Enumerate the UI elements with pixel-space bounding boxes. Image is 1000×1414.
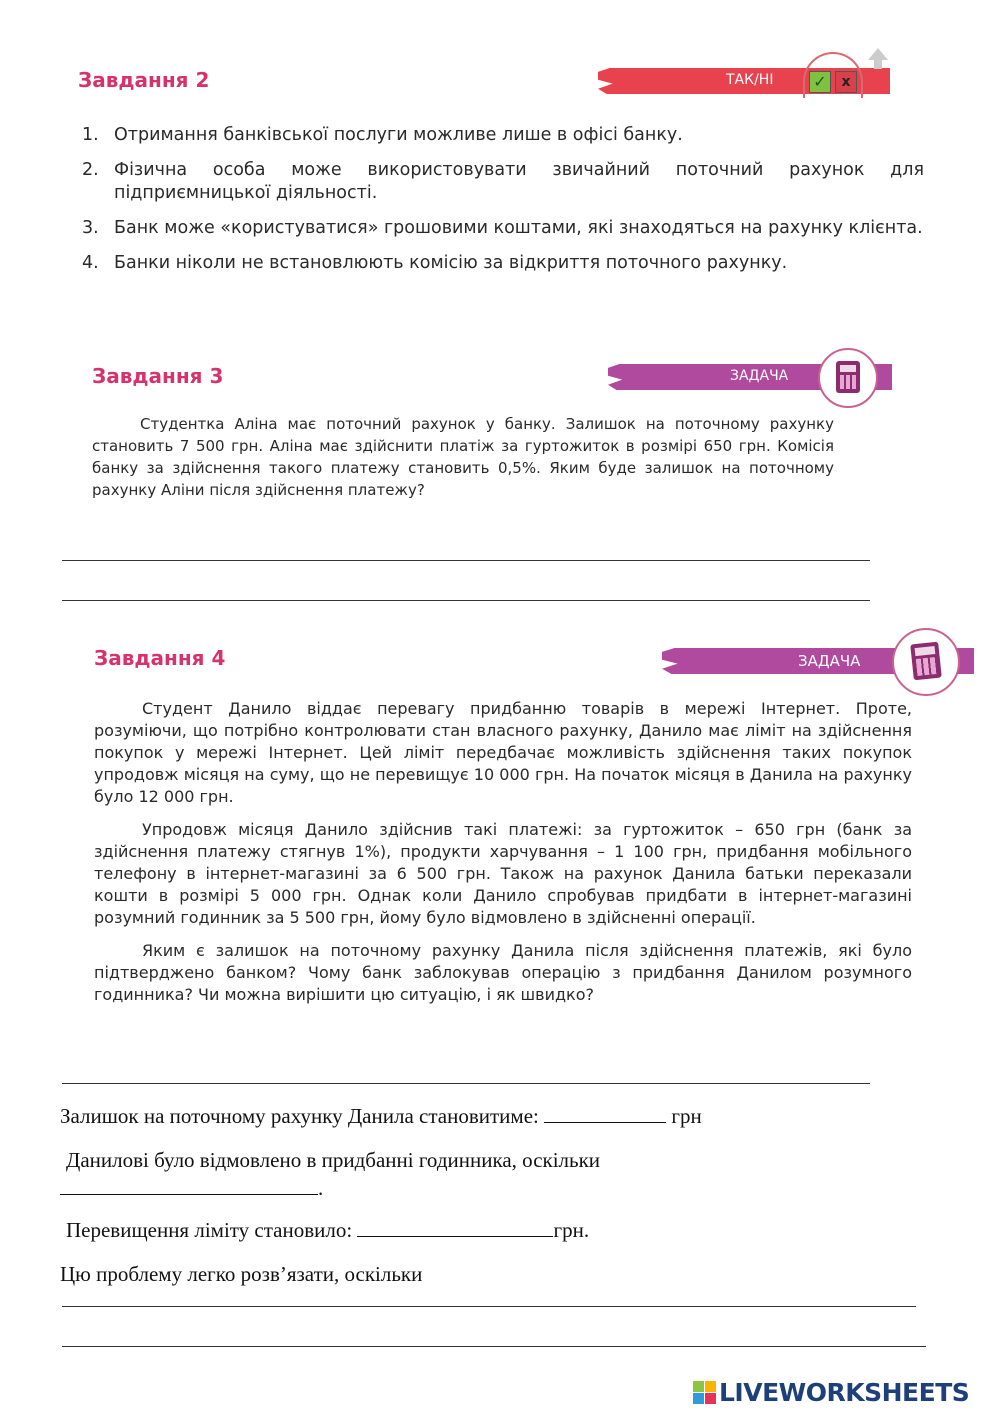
calculator-badge [892,628,960,696]
yes-no-label: ТАК/НІ [726,72,774,88]
check-icon: ✓ [809,71,831,93]
refusal-answer: . [60,1176,323,1201]
task2-title: Завдання 2 [78,68,210,92]
statement-item[interactable]: 2. Фізична особа може використовувати звичайний поточний рахунок для підприємницької діяльності. [82,160,924,203]
refusal-answer-label: Данилові було відмовлено в придбанні годинника, оскільки [66,1148,601,1172]
balance-answer: Залишок на поточному рахунку Данила становитиме: грн [60,1104,702,1128]
task-label: ЗАДАЧА [730,368,789,384]
task4-paragraph: Яким є залишок на поточному рахунку Данила після здійснення платежів, які було підтверджено банком? Чому банк заблокував операцію з придбання Данилом розумного годинника? Чи можна вирішити цю ситуацію, і як швидко? [94,941,912,1004]
task4-title: Завдання 4 [94,646,226,670]
task4-text [94,698,912,1006]
statement-item[interactable]: 3. Банк може «користуватися» грошовими коштами, які знаходяться на рахунку клієнта. [82,218,923,238]
solution-line[interactable] [62,1306,916,1307]
logo-text: LIVEWORKSHEETS [719,1378,970,1407]
calculator-icon [836,361,860,393]
balance-blank[interactable] [544,1104,666,1123]
liveworksheets-logo [693,1378,969,1407]
statement-item[interactable]: 1. Отримання банківської послуги можливе лише в офісі банку. [82,125,683,145]
task3-text: Студентка Аліна має поточний рахунок у банку. Залишок на поточному рахунку становить 7 500 грн. Аліна має здійснити платіж за гуртожиток в розмірі 650 грн. Комісія банку за здійснення такого платежу становить 0,5%. Яким буде залишок на поточному рахунку Аліни після здійснення платежу? [92,415,834,499]
task4-paragraph: Студент Данило віддає перевагу придбанню товарів в мережі Інтернет. Проте, розуміючи, що потрібно контролювати стан власного рахунку, Данило має ліміт на здійснення покупок у мережі Інтернет. Цей ліміт передбачає можливість здійснення таких покупок упродовж місяця на суму, що не перевищує 10 000 грн. На початок місяця в Данила на рахунку було 12 000 грн. [94,699,912,806]
solution-answer-label: Цю проблему легко розв’язати, оскільки [60,1262,423,1286]
answer-line[interactable] [62,600,870,601]
task4-paragraph: Упродовж місяця Данило здійснив такі платежі: за гуртожиток – 650 грн (банк за здійснення платежу стягнув 1%), продукти харчування – 1 100 грн, придбання мобільного телефону в інтернет-магазині за 6 500 грн. Також на рахунок Данила батьки переказали кошти в розмірі 5 000 грн. Однак коли Данило спробував придбати в інтернет-магазині розумний годинник за 5 500 грн, йому було відмовлено в здійсненні операції. [94,820,912,927]
excess-answer: Перевищення ліміту становило: грн. [66,1218,590,1242]
solution-line[interactable] [62,1346,926,1347]
calculator-icon [910,642,942,681]
up-arrow-stem [874,59,882,69]
task2-statements [82,124,924,287]
logo-squares [693,1381,716,1404]
calculator-badge [818,348,878,408]
statement-item[interactable]: 4. Банки ніколи не встановлюють комісію за відкриття поточного рахунку. [82,253,788,273]
task-label: ЗАДАЧА [798,652,861,670]
answer-line[interactable] [62,1083,870,1084]
excess-blank[interactable] [357,1218,553,1237]
refusal-blank[interactable] [60,1176,318,1195]
cross-icon: x [835,71,857,93]
task3-title: Завдання 3 [92,364,224,388]
answer-line[interactable] [62,560,870,561]
